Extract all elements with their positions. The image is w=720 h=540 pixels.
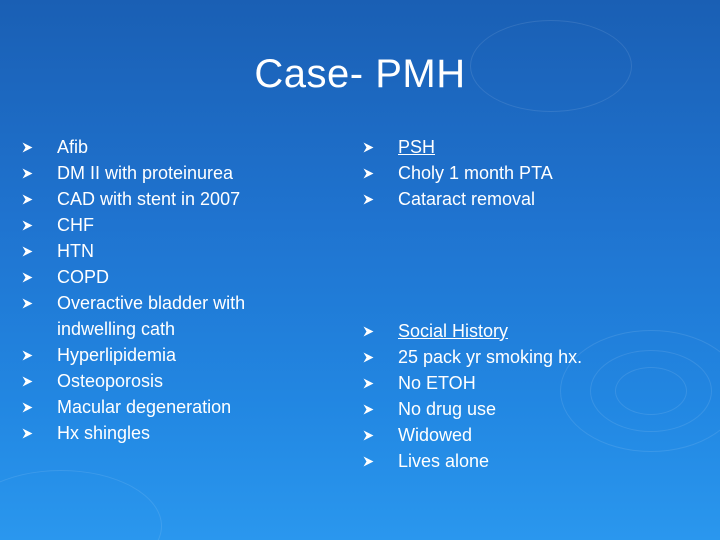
arrowhead-bullet-icon (22, 420, 36, 446)
list-item: No ETOH (363, 370, 663, 396)
arrowhead-bullet-icon (363, 318, 377, 344)
arrowhead-bullet-icon (363, 370, 377, 396)
list-item: CAD with stent in 2007 (22, 186, 292, 212)
arrowhead-bullet-icon (363, 422, 377, 448)
arrowhead-bullet-icon (363, 134, 377, 160)
list-item: Cataract removal (363, 186, 663, 212)
list-item: Osteoporosis (22, 368, 292, 394)
arrowhead-bullet-icon (22, 342, 36, 368)
list-item: Hyperlipidemia (22, 342, 292, 368)
arrowhead-bullet-icon (363, 448, 377, 474)
psh-list (363, 134, 663, 212)
social-history-list (363, 318, 663, 474)
list-item: Macular degeneration (22, 394, 292, 420)
list-item: COPD (22, 264, 292, 290)
list-item: No drug use (363, 396, 663, 422)
arrowhead-bullet-icon (363, 186, 377, 212)
list-item: CHF (22, 212, 292, 238)
psh-heading: PSH (398, 137, 436, 157)
social-history-heading: Social History (398, 321, 509, 341)
slide-title: Case- PMH (254, 52, 466, 96)
list-item: Choly 1 month PTA (363, 160, 663, 186)
arrowhead-bullet-icon (22, 368, 36, 394)
list-item: Overactive bladder with indwelling cath (22, 290, 292, 342)
pmh-list (22, 134, 292, 446)
list-item: HTN (22, 238, 292, 264)
arrowhead-bullet-icon (22, 290, 36, 316)
arrowhead-bullet-icon (22, 212, 36, 238)
arrowhead-bullet-icon (22, 134, 36, 160)
list-item: Hx shingles (22, 420, 292, 446)
list-item-heading (363, 318, 663, 344)
arrowhead-bullet-icon (363, 344, 377, 370)
arrowhead-bullet-icon (363, 160, 377, 186)
arrowhead-bullet-icon (363, 396, 377, 422)
water-ripple-decoration (0, 470, 162, 540)
arrowhead-bullet-icon (22, 160, 36, 186)
list-item: DM II with proteinurea (22, 160, 292, 186)
arrowhead-bullet-icon (22, 186, 36, 212)
list-item: Afib (22, 134, 292, 160)
arrowhead-bullet-icon (22, 264, 36, 290)
list-item: 25 pack yr smoking hx. (363, 344, 663, 370)
arrowhead-bullet-icon (22, 238, 36, 264)
arrowhead-bullet-icon (22, 394, 36, 420)
list-item: Widowed (363, 422, 663, 448)
list-item-heading (363, 134, 663, 160)
list-item: Lives alone (363, 448, 663, 474)
